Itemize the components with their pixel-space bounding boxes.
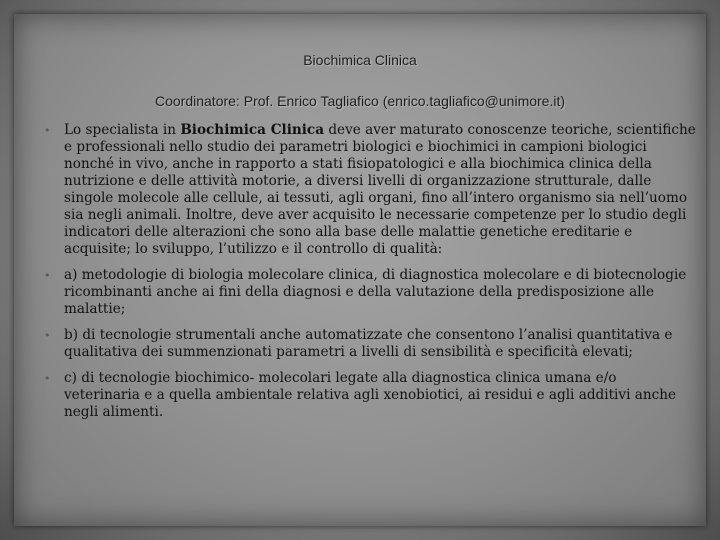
slide-title: Biochimica Clinica <box>303 52 417 68</box>
bullet-body-text: c) di tecnologie biochimico- molecolari legate alla diagnostica clinica umana e/o veterinaria e a quella ambientale relativa agli xenobiotici, ai residui e agli additivi anche negli alimenti. <box>64 370 677 420</box>
bullet-item-c <box>26 370 696 421</box>
bullet-body-text: a) metodologie di biologia molecolare clinica, di diagnostica molecolare e di biotecnologie ricombinanti anche ai fini della diagnosi e della valutazione della predisposizione alle malattie; <box>64 267 687 317</box>
bullet-item-b <box>26 327 696 361</box>
bullet-body-text: deve aver maturato conoscenze teoriche, scientifiche e professionali nello studio dei parametri biologici e biochimici in campioni biologici nonché in vivo, anche in rapporto a stati fisiopatologici e alla biochimica clinica della nutrizione e delle attività motorie, a diversi livelli di organizzazione strutturale, dalle singole molecole alle cellule, ai tessuti, agli organi, fino all’intero organismo sia nell’uomo sia negli animali. Inoltre, deve aver acquisito le necessarie competenze per lo studio degli indicatori delle alterazioni che sono alla base delle malattie genetiche ereditarie e acquisite; lo sviluppo, l’utilizzo e il controllo di qualità: <box>64 122 696 257</box>
bullet-item-intro <box>26 122 696 258</box>
bullet-list <box>26 122 696 430</box>
bullet-body-text: b) di tecnologie strumentali anche automatizzate che consentono l’analisi quantitativa e qualitativa dei summenzionati parametri a livelli di sensibilità e specificità elevati; <box>64 327 673 360</box>
bullet-item-a <box>26 267 696 318</box>
bullet-icon: • <box>44 372 51 385</box>
bullet-icon: • <box>44 269 51 282</box>
slide-subtitle: Coordinatore: Prof. Enrico Tagliafico (enrico.tagliafico@unimore.it) <box>154 93 566 109</box>
bullet-lead-text: Lo specialista in <box>64 122 181 138</box>
slide <box>14 14 706 526</box>
bullet-icon: • <box>44 329 51 342</box>
bullet-icon: • <box>44 124 51 137</box>
bullet-emphasis-text: Biochimica Clinica <box>180 122 325 138</box>
